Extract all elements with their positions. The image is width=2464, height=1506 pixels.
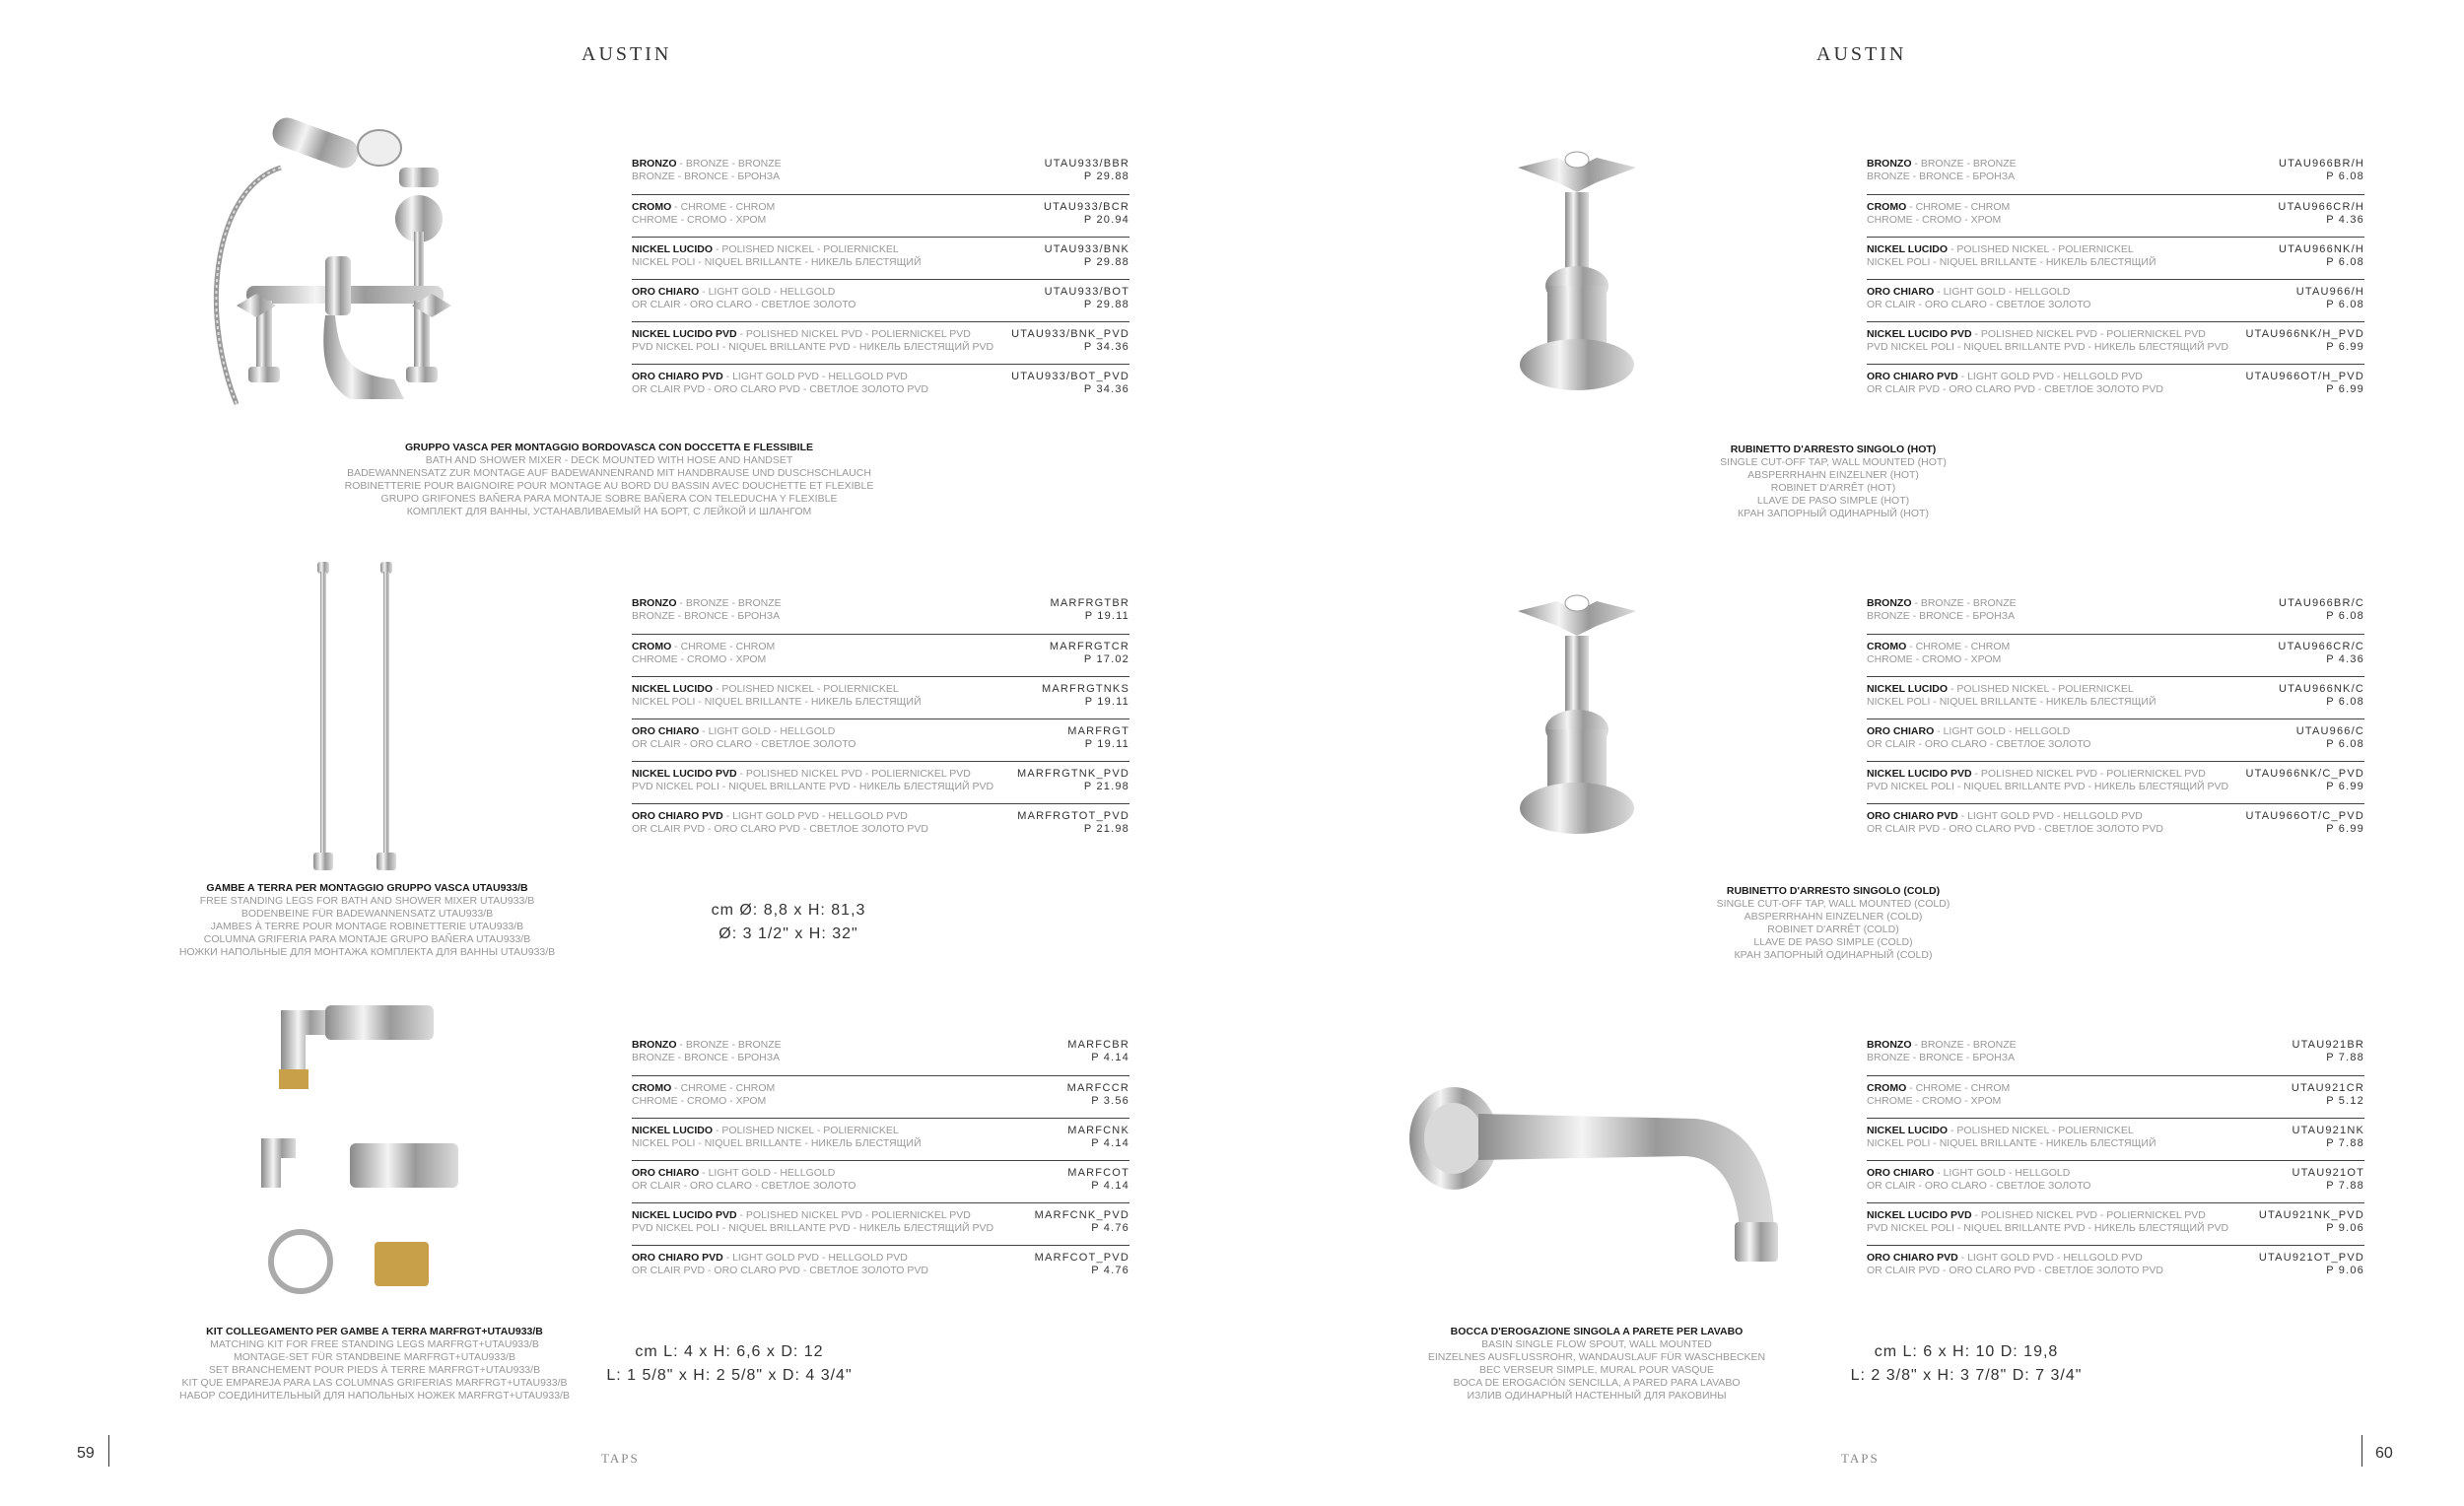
product-description bbox=[1390, 1326, 1804, 1403]
variant-finish-translations: - POLISHED NICKEL - POLIERNICKEL bbox=[713, 683, 899, 695]
variant-row bbox=[632, 364, 1129, 406]
variant-finish-translations-2: PVD NICKEL POLI - NIQUEL BRILLANTE PVD - НИКЕЛЬ БЛЕСТЯЩИЙ PVD bbox=[1867, 781, 2229, 792]
variant-finish-translations-2: BRONZE - BRONCE - БРОНЗА bbox=[632, 610, 781, 622]
variant-price: P 4.76 bbox=[1091, 1265, 1129, 1276]
product-title: RUBINETTO D'ARRESTO SINGOLO (HOT) bbox=[1730, 444, 1937, 455]
variant-finish-translations-2: CHROME - CROMO - ХРОМ bbox=[1867, 653, 2002, 665]
variant-finish-name: NICKEL LUCIDO bbox=[632, 683, 714, 695]
variant-row bbox=[632, 1075, 1129, 1118]
variant-row bbox=[632, 1160, 1129, 1202]
variant-finish-name: BRONZO bbox=[1867, 597, 1912, 609]
variant-code: UTAU921OT_PVD bbox=[2258, 1252, 2364, 1264]
variant-row bbox=[1867, 1033, 2364, 1075]
variant-price: P 34.36 bbox=[1083, 383, 1129, 395]
variant-finish-translations-2: PVD NICKEL POLI - NIQUEL BRILLANTE PVD - НИКЕЛЬ БЛЕСТЯЩИЙ PVD bbox=[632, 781, 994, 792]
variant-finish-translations: - BRONZE - BRONZE bbox=[676, 597, 782, 609]
product-description-line: SET BRANCHEMENT POUR PIEDS À TERRE MARFRGT+UTAU933/B bbox=[208, 1364, 541, 1376]
variant-finish-name: NICKEL LUCIDO PVD bbox=[632, 328, 737, 340]
product-description-line: BEC VERSEUR SIMPLE, MURAL POUR VASQUE bbox=[1478, 1364, 1715, 1376]
variant-finish-translations-2: BRONZE - BRONCE - БРОНЗА bbox=[632, 171, 781, 182]
variant-row bbox=[632, 279, 1129, 321]
product-description-line: ROBINET D'ARRÊT (COLD) bbox=[1767, 924, 1899, 935]
left-page-title: AUSTIN bbox=[582, 43, 672, 65]
product-description-line: BATH AND SHOWER MIXER - DECK MOUNTED WITH HOSE AND HANDSET bbox=[425, 454, 793, 466]
variant-price: P 7.88 bbox=[2326, 1052, 2364, 1063]
variant-finish-translations: - CHROME - CHROM bbox=[671, 1082, 776, 1094]
product-title: BOCCA D'EROGAZIONE SINGOLA A PARETE PER LAVABO bbox=[1450, 1326, 1744, 1337]
variant-finish-name: ORO CHIARO bbox=[632, 725, 700, 737]
variant-code: MARFRGT bbox=[1067, 725, 1129, 737]
variant-price: P 7.88 bbox=[2326, 1180, 2364, 1192]
variant-finish-translations-2: PVD NICKEL POLI - NIQUEL BRILLANTE PVD - НИКЕЛЬ БЛЕСТЯЩИЙ PVD bbox=[1867, 341, 2229, 353]
variant-finish-translations: - LIGHT GOLD - HELLGOLD bbox=[1934, 1167, 2071, 1179]
product-description-line: BASIN SINGLE FLOW SPOUT, WALL MOUNTED bbox=[1481, 1338, 1712, 1350]
variant-code: UTAU921CR bbox=[2291, 1082, 2364, 1094]
variant-finish-translations: - CHROME - CHROM bbox=[1906, 201, 2011, 213]
variant-finish-translations-2: OR CLAIR PVD - ORO CLARO PVD - СВЕТЛОЕ ЗОЛОТО PVD bbox=[1867, 383, 2163, 395]
variant-price: P 4.14 bbox=[1091, 1180, 1129, 1192]
product-description-line: SINGLE CUT-OFF TAP, WALL MOUNTED (COLD) bbox=[1716, 898, 1951, 910]
right-page-rule bbox=[2361, 1435, 2362, 1467]
variant-finish-translations: - BRONZE - BRONZE bbox=[1911, 1039, 2017, 1051]
variant-finish-name: CROMO bbox=[1867, 1082, 1907, 1094]
variant-finish-translations-2: OR CLAIR - ORO CLARO - СВЕТЛОЕ ЗОЛОТО bbox=[1867, 738, 2091, 750]
variant-finish-translations-2: NICKEL POLI - NIQUEL BRILLANTE - НИКЕЛЬ БЛЕСТЯЩИЙ bbox=[632, 256, 922, 268]
variant-code: UTAU966/H bbox=[2295, 286, 2364, 298]
variant-row bbox=[1867, 591, 2364, 634]
variant-finish-translations-2: PVD NICKEL POLI - NIQUEL BRILLANTE PVD - НИКЕЛЬ БЛЕСТЯЩИЙ PVD bbox=[1867, 1222, 2229, 1234]
variant-finish-translations-2: CHROME - CROMO - ХРОМ bbox=[632, 653, 767, 665]
variant-price: P 6.99 bbox=[2326, 781, 2364, 792]
variant-price: P 3.56 bbox=[1091, 1095, 1129, 1107]
variant-finish-translations: - POLISHED NICKEL PVD - POLIERNICKEL PVD bbox=[1971, 1209, 2206, 1221]
variant-finish bbox=[632, 1082, 1129, 1095]
variant-table bbox=[632, 152, 1129, 406]
product-description-line: BADEWANNENSATZ ZUR MONTAGE AUF BADEWANNENRAND MIT HANDBRAUSE UND DUSCHSCHLAUCH bbox=[347, 467, 871, 479]
variant-code: MARFRGTOT_PVD bbox=[1017, 810, 1129, 822]
product-description-line: ИЗЛИВ ОДИНАРНЫЙ НАСТЕННЫЙ ДЛЯ РАКОВИНЫ bbox=[1467, 1390, 1727, 1402]
product-description-line: ROBINET D'ARRÊT (HOT) bbox=[1770, 482, 1896, 494]
variant-finish-name: NICKEL LUCIDO PVD bbox=[1867, 768, 1972, 780]
product-description bbox=[153, 1326, 596, 1403]
variant-finish-name: CROMO bbox=[632, 201, 672, 213]
variant-finish-name: BRONZO bbox=[632, 597, 677, 609]
variant-finish-translations: - LIGHT GOLD PVD - HELLGOLD PVD bbox=[722, 810, 908, 822]
variant-finish-translations-2: NICKEL POLI - NIQUEL BRILLANTE - НИКЕЛЬ БЛЕСТЯЩИЙ bbox=[632, 1137, 922, 1149]
variant-finish-translations-2: OR CLAIR PVD - ORO CLARO PVD - СВЕТЛОЕ ЗОЛОТО PVD bbox=[1867, 823, 2163, 835]
product-description-line: EINZELNES AUSFLUSSROHR, WANDAUSLAUF FÜR WASCHBECKEN bbox=[1427, 1351, 1766, 1363]
variant-finish-translations: - POLISHED NICKEL - POLIERNICKEL bbox=[1948, 243, 2134, 255]
variant-row bbox=[632, 152, 1129, 194]
variant-finish-translations: - LIGHT GOLD PVD - HELLGOLD PVD bbox=[1957, 810, 2143, 822]
variant-row bbox=[1867, 761, 2364, 803]
variant-code: UTAU933/BNK_PVD bbox=[1011, 328, 1129, 340]
variant-table bbox=[1867, 152, 2364, 406]
variant-table bbox=[632, 1033, 1129, 1287]
product-description bbox=[1695, 885, 1971, 962]
variant-finish bbox=[1867, 1167, 2364, 1180]
variant-code: UTAU921NK bbox=[2292, 1125, 2364, 1136]
right-page-title: AUSTIN bbox=[1816, 43, 1907, 65]
variant-price: P 21.98 bbox=[1083, 823, 1129, 835]
variant-finish-translations-2: NICKEL POLI - NIQUEL BRILLANTE - НИКЕЛЬ БЛЕСТЯЩИЙ bbox=[1867, 1137, 2156, 1149]
variant-finish-translations-2: OR CLAIR PVD - ORO CLARO PVD - СВЕТЛОЕ ЗОЛОТО PVD bbox=[632, 823, 928, 835]
variant-row bbox=[1867, 321, 2364, 364]
dimension-line: cm Ø: 8,8 x H: 81,3 bbox=[711, 902, 866, 919]
product-description-line: COLUMNA GRIFERIA PARA MONTAJE GRUPO BAÑERA UTAU933/B bbox=[203, 933, 531, 945]
variant-row bbox=[1867, 1202, 2364, 1245]
variant-finish-translations-2: NICKEL POLI - NIQUEL BRILLANTE - НИКЕЛЬ БЛЕСТЯЩИЙ bbox=[1867, 696, 2156, 708]
variant-finish-name: ORO CHIARO bbox=[1867, 286, 1935, 298]
variant-code: MARFCNK_PVD bbox=[1034, 1209, 1129, 1221]
variant-finish-name: BRONZO bbox=[1867, 158, 1912, 170]
variant-row bbox=[632, 1118, 1129, 1160]
variant-price: P 4.36 bbox=[2326, 214, 2364, 226]
variant-finish bbox=[1867, 286, 2364, 299]
variant-code: UTAU966/C bbox=[2295, 725, 2364, 737]
variant-price: P 6.99 bbox=[2326, 383, 2364, 395]
product-description bbox=[153, 882, 582, 959]
variant-code: MARFCBR bbox=[1067, 1039, 1129, 1051]
variant-finish-name: BRONZO bbox=[632, 158, 677, 170]
variant-finish-name: CROMO bbox=[1867, 201, 1907, 213]
variant-code: UTAU966OT/H_PVD bbox=[2245, 371, 2364, 382]
variant-finish bbox=[1867, 1082, 2364, 1095]
product-description-line: MONTAGE-SET FÜR STANDBEINE MARFRGT+UTAU933/B bbox=[234, 1351, 515, 1363]
variant-finish-translations: - LIGHT GOLD PVD - HELLGOLD PVD bbox=[722, 371, 908, 382]
variant-finish-name: ORO CHIARO PVD bbox=[1867, 371, 1958, 382]
variant-code: MARFRGTNKS bbox=[1042, 683, 1129, 695]
product-description-line: BODENBEINE FÜR BADEWANNENSATZ UTAU933/B bbox=[240, 908, 494, 920]
product-dimensions bbox=[1769, 1340, 2163, 1388]
variant-row bbox=[632, 803, 1129, 846]
product-title: RUBINETTO D'ARRESTO SINGOLO (COLD) bbox=[1726, 885, 1941, 897]
dimension-line: cm L: 6 x H: 10 D: 19,8 bbox=[1874, 1343, 2059, 1360]
variant-code: UTAU966NK/C bbox=[2279, 683, 2364, 695]
variant-finish-translations: - LIGHT GOLD - HELLGOLD bbox=[1934, 725, 2071, 737]
variant-finish-name: NICKEL LUCIDO bbox=[632, 1125, 714, 1136]
variant-price: P 17.02 bbox=[1083, 653, 1129, 665]
variant-finish-translations-2: OR CLAIR - ORO CLARO - СВЕТЛОЕ ЗОЛОТО bbox=[1867, 299, 2091, 310]
variant-finish-name: ORO CHIARO PVD bbox=[632, 1252, 723, 1264]
variant-table bbox=[632, 591, 1129, 846]
variant-row bbox=[632, 676, 1129, 719]
variant-finish-translations: - BRONZE - BRONZE bbox=[676, 158, 782, 170]
variant-code: UTAU966BR/H bbox=[2279, 158, 2364, 170]
variant-finish-translations: - LIGHT GOLD - HELLGOLD bbox=[699, 725, 836, 737]
variant-price: P 4.14 bbox=[1091, 1137, 1129, 1149]
variant-row bbox=[632, 591, 1129, 634]
variant-row bbox=[1867, 152, 2364, 194]
variant-code: UTAU933/BBR bbox=[1044, 158, 1129, 170]
variant-row bbox=[1867, 1245, 2364, 1287]
variant-price: P 6.08 bbox=[2326, 299, 2364, 310]
variant-finish-translations: - POLISHED NICKEL PVD - POLIERNICKEL PVD bbox=[736, 768, 971, 780]
variant-row bbox=[632, 761, 1129, 803]
variant-code: MARFRGTNK_PVD bbox=[1017, 768, 1129, 780]
product-description-line: SINGLE CUT-OFF TAP, WALL MOUNTED (HOT) bbox=[1720, 456, 1947, 468]
variant-price: P 6.08 bbox=[2326, 696, 2364, 708]
variant-price: P 5.12 bbox=[2326, 1095, 2364, 1107]
variant-finish-translations: - BRONZE - BRONZE bbox=[1911, 597, 2017, 609]
variant-row bbox=[1867, 364, 2364, 406]
variant-finish-translations: - POLISHED NICKEL - POLIERNICKEL bbox=[1948, 1125, 2134, 1136]
variant-finish-translations: - CHROME - CHROM bbox=[671, 641, 776, 652]
variant-row bbox=[1867, 719, 2364, 761]
variant-finish bbox=[632, 1039, 1129, 1052]
variant-finish-name: NICKEL LUCIDO bbox=[632, 243, 714, 255]
variant-price: P 4.36 bbox=[2326, 653, 2364, 665]
variant-code: UTAU921BR bbox=[2292, 1039, 2364, 1051]
variant-price: P 19.11 bbox=[1084, 610, 1129, 622]
left-footer-label: TAPS bbox=[601, 1451, 640, 1466]
variant-price: P 4.76 bbox=[1091, 1222, 1129, 1234]
variant-row bbox=[632, 237, 1129, 279]
variant-row bbox=[1867, 237, 2364, 279]
product-description-line: ABSPERRHAHN EINZELNER (COLD) bbox=[1744, 911, 1923, 923]
product-description-line: MATCHING KIT FOR FREE STANDING LEGS MARFRGT+UTAU933/B bbox=[210, 1338, 539, 1350]
variant-price: P 19.11 bbox=[1084, 738, 1129, 750]
product-description-line: КРАН ЗАПОРНЫЙ ОДИНАРНЫЙ (COLD) bbox=[1734, 949, 1933, 961]
variant-finish-name: ORO CHIARO PVD bbox=[1867, 1252, 1958, 1264]
dimension-line: cm L: 4 x H: 6,6 x D: 12 bbox=[635, 1343, 824, 1360]
variant-row bbox=[1867, 1118, 2364, 1160]
product-description-line: KIT QUE EMPAREJA PARA LAS COLUMNAS GRIFERIAS MARFRGT+UTAU933/B bbox=[181, 1377, 568, 1389]
variant-finish-translations: - BRONZE - BRONZE bbox=[1911, 158, 2017, 170]
variant-finish-name: ORO CHIARO bbox=[1867, 1167, 1935, 1179]
product-description-line: НОЖКИ НАПОЛЬНЫЕ ДЛЯ МОНТАЖА КОМПЛЕКТА ДЛЯ ВАННЫ UTAU933/B bbox=[178, 946, 556, 958]
variant-price: P 21.98 bbox=[1083, 781, 1129, 792]
variant-finish-name: NICKEL LUCIDO PVD bbox=[1867, 328, 1972, 340]
variant-finish-name: ORO CHIARO PVD bbox=[632, 371, 723, 382]
variant-finish-translations-2: OR CLAIR PVD - ORO CLARO PVD - СВЕТЛОЕ ЗОЛОТО PVD bbox=[632, 1265, 928, 1276]
dimension-line: Ø: 3 1/2" x H: 32" bbox=[719, 925, 858, 942]
variant-finish-translations-2: OR CLAIR - ORO CLARO - СВЕТЛОЕ ЗОЛОТО bbox=[632, 1180, 856, 1192]
variant-price: P 9.06 bbox=[2326, 1265, 2364, 1276]
variant-finish-name: BRONZO bbox=[632, 1039, 677, 1051]
variant-code: UTAU921OT bbox=[2292, 1167, 2364, 1179]
variant-finish bbox=[1867, 1125, 2364, 1137]
product-description-line: ROBINETTERIE POUR BAIGNOIRE POUR MONTAGE AU BORD DU BASSIN AVEC DOUCHETTE ET FLEXIBLE bbox=[344, 480, 874, 492]
product-dimensions bbox=[532, 1340, 926, 1388]
variant-finish-translations: - POLISHED NICKEL PVD - POLIERNICKEL PVD bbox=[736, 328, 971, 340]
variant-code: UTAU933/BCR bbox=[1044, 201, 1129, 213]
variant-finish-name: ORO CHIARO bbox=[632, 1167, 700, 1179]
variant-code: MARFCOT bbox=[1067, 1167, 1129, 1179]
variant-finish-name: ORO CHIARO bbox=[632, 286, 700, 298]
product-description bbox=[1695, 444, 1971, 520]
variant-row bbox=[1867, 279, 2364, 321]
variant-row bbox=[632, 719, 1129, 761]
variant-finish-translations-2: BRONZE - BRONCE - БРОНЗА bbox=[1867, 171, 2016, 182]
product-description-line: BOCA DE EROGACIÓN SENCILLA, A PARED PARA LAVABO bbox=[1453, 1377, 1741, 1389]
variant-finish-translations: - POLISHED NICKEL - POLIERNICKEL bbox=[713, 243, 899, 255]
variant-code: UTAU933/BNK bbox=[1044, 243, 1129, 255]
variant-finish-translations-2: BRONZE - BRONCE - БРОНЗА bbox=[1867, 1052, 2016, 1063]
variant-finish-name: CROMO bbox=[632, 641, 672, 652]
variant-row bbox=[632, 634, 1129, 676]
matching-kit-image bbox=[251, 991, 488, 1296]
variant-price: P 4.14 bbox=[1091, 1052, 1129, 1063]
variant-finish-translations-2: OR CLAIR PVD - ORO CLARO PVD - СВЕТЛОЕ ЗОЛОТО PVD bbox=[632, 383, 928, 395]
variant-finish-translations-2: OR CLAIR - ORO CLARO - СВЕТЛОЕ ЗОЛОТО bbox=[1867, 1180, 2091, 1192]
variant-finish-name: CROMO bbox=[632, 1082, 672, 1094]
variant-price: P 34.36 bbox=[1083, 341, 1129, 353]
variant-code: UTAU966CR/C bbox=[2278, 641, 2364, 652]
variant-price: P 6.08 bbox=[2326, 738, 2364, 750]
variant-finish-translations: - CHROME - CHROM bbox=[1906, 641, 2011, 652]
variant-finish-translations: - LIGHT GOLD PVD - HELLGOLD PVD bbox=[722, 1252, 908, 1264]
variant-code: UTAU966NK/C_PVD bbox=[2245, 768, 2364, 780]
variant-finish-name: NICKEL LUCIDO bbox=[1867, 1125, 1949, 1136]
product-description bbox=[294, 442, 924, 518]
variant-finish-translations-2: CHROME - CROMO - ХРОМ bbox=[632, 1095, 767, 1107]
variant-finish-translations-2: CHROME - CROMO - ХРОМ bbox=[1867, 1095, 2002, 1107]
product-description-line: КРАН ЗАПОРНЫЙ ОДИНАРНЫЙ (HOT) bbox=[1738, 508, 1929, 519]
variant-finish-translations-2: PVD NICKEL POLI - NIQUEL BRILLANTE PVD - НИКЕЛЬ БЛЕСТЯЩИЙ PVD bbox=[632, 341, 994, 353]
variant-finish-translations: - POLISHED NICKEL - POLIERNICKEL bbox=[713, 1125, 899, 1136]
variant-finish-translations-2: BRONZE - BRONCE - БРОНЗА bbox=[632, 1052, 781, 1063]
variant-price: P 29.88 bbox=[1083, 299, 1129, 310]
variant-finish-name: NICKEL LUCIDO PVD bbox=[1867, 1209, 1972, 1221]
variant-finish-translations-2: CHROME - CROMO - ХРОМ bbox=[1867, 214, 2002, 226]
variant-finish bbox=[1867, 725, 2364, 738]
wall-spout-image bbox=[1400, 1040, 1804, 1276]
cut-off-tap-hot-image bbox=[1508, 138, 1646, 404]
variant-row bbox=[632, 1202, 1129, 1245]
product-description-line: JAMBES À TERRE POUR MONTAGE ROBINETTERIE UTAU933/B bbox=[210, 921, 524, 932]
variant-code: UTAU933/BOT_PVD bbox=[1011, 371, 1129, 382]
variant-finish-translations: - CHROME - CHROM bbox=[671, 201, 776, 213]
variant-finish bbox=[1867, 1039, 2364, 1052]
variant-price: P 7.88 bbox=[2326, 1137, 2364, 1149]
variant-finish-name: NICKEL LUCIDO bbox=[1867, 243, 1949, 255]
variant-finish-name: ORO CHIARO PVD bbox=[1867, 810, 1958, 822]
variant-price: P 20.94 bbox=[1083, 214, 1129, 226]
variant-code: MARFCNK bbox=[1067, 1125, 1129, 1136]
free-standing-legs-image bbox=[296, 562, 414, 877]
product-title: GRUPPO VASCA PER MONTAGGIO BORDOVASCA CON DOCCETTA E FLESSIBILE bbox=[405, 442, 813, 453]
product-description-line: НАБОР СОЕДИНИТЕЛЬНЫЙ ДЛЯ НАПОЛЬНЫХ НОЖЕК MARFRGT+UTAU933/B bbox=[179, 1390, 570, 1402]
variant-row bbox=[632, 1033, 1129, 1075]
variant-finish-translations-2: PVD NICKEL POLI - NIQUEL BRILLANTE PVD - НИКЕЛЬ БЛЕСТЯЩИЙ PVD bbox=[632, 1222, 994, 1234]
variant-finish-translations: - LIGHT GOLD - HELLGOLD bbox=[699, 1167, 836, 1179]
variant-price: P 19.11 bbox=[1084, 696, 1129, 708]
variant-table bbox=[1867, 1033, 2364, 1287]
variant-row bbox=[632, 194, 1129, 237]
variant-row bbox=[1867, 1160, 2364, 1202]
product-description-line: LLAVE DE PASO SIMPLE (HOT) bbox=[1756, 495, 1910, 507]
bath-shower-mixer-image bbox=[177, 108, 503, 434]
variant-code: MARFCCR bbox=[1066, 1082, 1129, 1094]
cut-off-tap-cold-image bbox=[1508, 582, 1646, 848]
variant-code: MARFRGTCR bbox=[1049, 641, 1129, 652]
product-description-line: ABSPERRHAHN EINZELNER (HOT) bbox=[1747, 469, 1919, 481]
variant-code: UTAU966NK/H_PVD bbox=[2245, 328, 2364, 340]
variant-row bbox=[632, 1245, 1129, 1287]
variant-finish-translations: - LIGHT GOLD - HELLGOLD bbox=[1934, 286, 2071, 298]
variant-finish-name: NICKEL LUCIDO bbox=[1867, 683, 1949, 695]
variant-finish-translations: - LIGHT GOLD - HELLGOLD bbox=[699, 286, 836, 298]
variant-finish-name: ORO CHIARO bbox=[1867, 725, 1935, 737]
variant-finish-name: CROMO bbox=[1867, 641, 1907, 652]
right-footer-label: TAPS bbox=[1841, 1451, 1880, 1466]
variant-code: UTAU966CR/H bbox=[2278, 201, 2364, 213]
variant-finish-name: NICKEL LUCIDO PVD bbox=[632, 768, 737, 780]
variant-price: P 9.06 bbox=[2326, 1222, 2364, 1234]
variant-finish-translations-2: OR CLAIR PVD - ORO CLARO PVD - СВЕТЛОЕ ЗОЛОТО PVD bbox=[1867, 1265, 2163, 1276]
variant-code: UTAU966BR/C bbox=[2279, 597, 2364, 609]
variant-row bbox=[1867, 634, 2364, 676]
right-page-number: 60 bbox=[2375, 1445, 2393, 1462]
product-title: GAMBE A TERRA PER MONTAGGIO GRUPPO VASCA UTAU933/B bbox=[206, 882, 528, 894]
variant-finish-name: BRONZO bbox=[1867, 1039, 1912, 1051]
left-page-rule bbox=[108, 1435, 109, 1467]
variant-code: MARFCOT_PVD bbox=[1034, 1252, 1129, 1264]
variant-code: UTAU966OT/C_PVD bbox=[2245, 810, 2364, 822]
variant-finish-translations: - BRONZE - BRONZE bbox=[676, 1039, 782, 1051]
variant-price: P 6.99 bbox=[2326, 823, 2364, 835]
variant-finish-translations-2: OR CLAIR - ORO CLARO - СВЕТЛОЕ ЗОЛОТО bbox=[632, 738, 856, 750]
left-page-number: 59 bbox=[77, 1445, 95, 1462]
variant-finish-translations: - POLISHED NICKEL - POLIERNICKEL bbox=[1948, 683, 2134, 695]
product-description-line: КОМПЛЕКТ ДЛЯ ВАННЫ, УСТАНАВЛИВАЕМЫЙ НА БОРТ, С ЛЕЙКОЙ И ШЛАНГОМ bbox=[406, 506, 812, 517]
product-dimensions bbox=[591, 899, 986, 946]
variant-price: P 29.88 bbox=[1083, 171, 1129, 182]
variant-code: MARFRGTBR bbox=[1050, 597, 1129, 609]
dimension-line: L: 2 3/8" x H: 3 7/8" D: 7 3/4" bbox=[1850, 1367, 2083, 1384]
variant-finish-translations: - POLISHED NICKEL PVD - POLIERNICKEL PVD bbox=[736, 1209, 971, 1221]
variant-finish-translations: - LIGHT GOLD PVD - HELLGOLD PVD bbox=[1957, 1252, 2143, 1264]
product-description-line: LLAVE DE PASO SIMPLE (COLD) bbox=[1753, 936, 1913, 948]
variant-row bbox=[1867, 676, 2364, 719]
variant-price: P 6.99 bbox=[2326, 341, 2364, 353]
variant-finish-translations-2: NICKEL POLI - NIQUEL BRILLANTE - НИКЕЛЬ БЛЕСТЯЩИЙ bbox=[1867, 256, 2156, 268]
variant-finish bbox=[632, 725, 1129, 738]
variant-finish-translations-2: OR CLAIR - ORO CLARO - СВЕТЛОЕ ЗОЛОТО bbox=[632, 299, 856, 310]
variant-finish-translations: - LIGHT GOLD PVD - HELLGOLD PVD bbox=[1957, 371, 2143, 382]
product-title: KIT COLLEGAMENTO PER GAMBE A TERRA MARFRGT+UTAU933/B bbox=[206, 1326, 543, 1337]
variant-finish-translations: - POLISHED NICKEL PVD - POLIERNICKEL PVD bbox=[1971, 328, 2206, 340]
variant-price: P 29.88 bbox=[1083, 256, 1129, 268]
variant-finish-translations-2: CHROME - CROMO - ХРОМ bbox=[632, 214, 767, 226]
dimension-line: L: 1 5/8" x H: 2 5/8" x D: 4 3/4" bbox=[606, 1367, 853, 1384]
variant-row bbox=[1867, 1075, 2364, 1118]
variant-price: P 6.08 bbox=[2326, 610, 2364, 622]
variant-finish-translations-2: NICKEL POLI - NIQUEL BRILLANTE - НИКЕЛЬ БЛЕСТЯЩИЙ bbox=[632, 696, 922, 708]
variant-finish-translations-2: BRONZE - BRONCE - БРОНЗА bbox=[1867, 610, 2016, 622]
product-description-line: GRUPO GRIFONES BAÑERA PARA MONTAJE SOBRE BAÑERA CON TELEDUCHA Y FLEXIBLE bbox=[380, 493, 838, 505]
variant-finish bbox=[632, 1125, 1129, 1137]
variant-price: P 6.08 bbox=[2326, 171, 2364, 182]
variant-finish-translations: - CHROME - CHROM bbox=[1906, 1082, 2011, 1094]
variant-finish-name: NICKEL LUCIDO PVD bbox=[632, 1209, 737, 1221]
variant-finish bbox=[632, 1167, 1129, 1180]
variant-row bbox=[1867, 803, 2364, 846]
variant-table bbox=[1867, 591, 2364, 846]
product-description-line: FREE STANDING LEGS FOR BATH AND SHOWER MIXER UTAU933/B bbox=[199, 895, 535, 907]
variant-finish-name: ORO CHIARO PVD bbox=[632, 810, 723, 822]
variant-code: UTAU933/BOT bbox=[1044, 286, 1129, 298]
variant-price: P 6.08 bbox=[2326, 256, 2364, 268]
variant-finish-translations: - POLISHED NICKEL PVD - POLIERNICKEL PVD bbox=[1971, 768, 2206, 780]
variant-row bbox=[632, 321, 1129, 364]
variant-code: UTAU921NK_PVD bbox=[2258, 1209, 2364, 1221]
variant-code: UTAU966NK/H bbox=[2279, 243, 2364, 255]
variant-row bbox=[1867, 194, 2364, 237]
